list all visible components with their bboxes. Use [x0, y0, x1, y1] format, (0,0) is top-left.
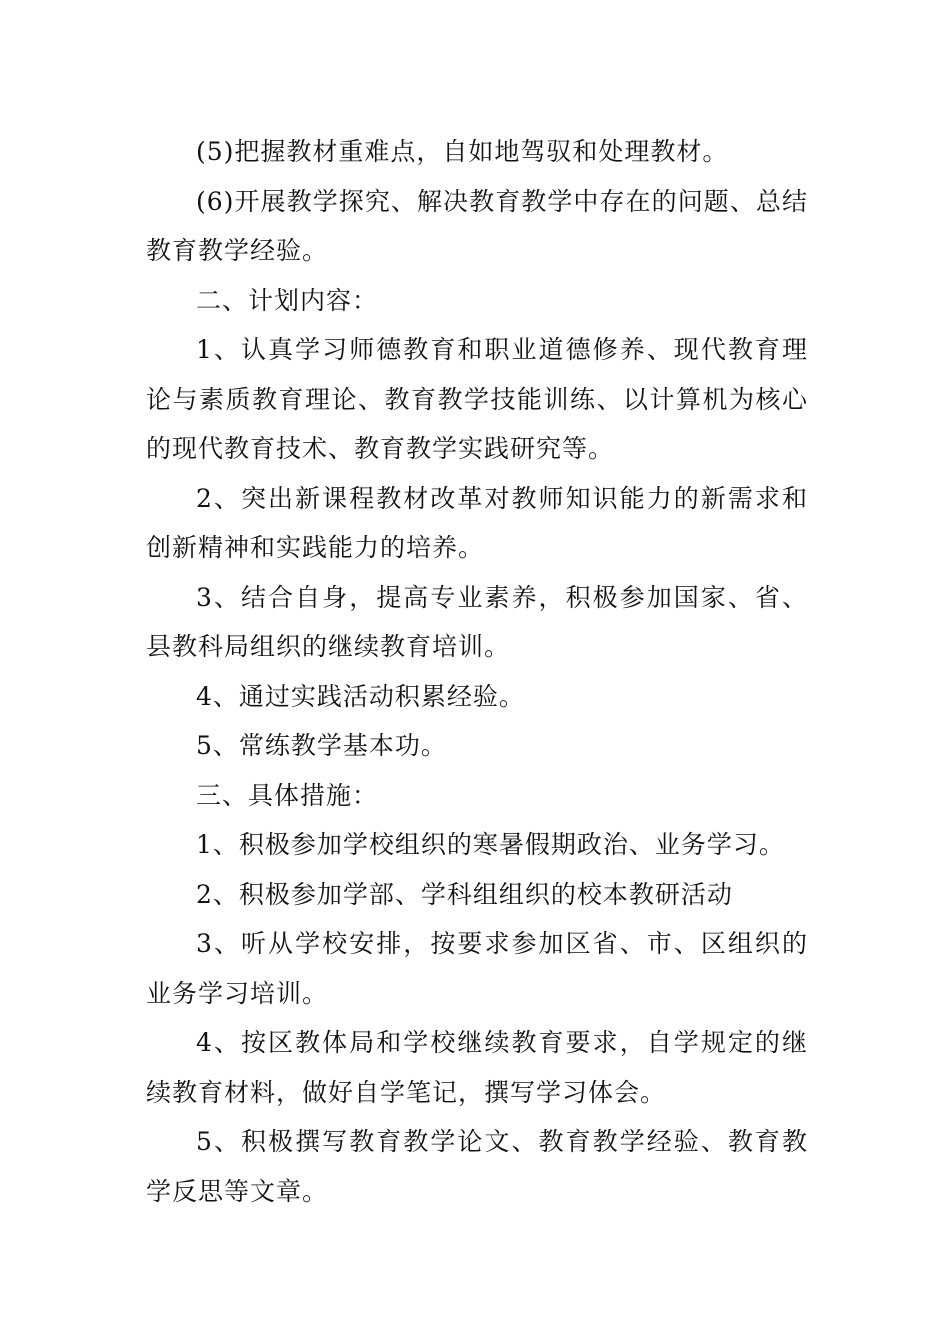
plan-item-4: 4、通过实践活动积累经验。 [196, 681, 525, 711]
section-heading-measures: 三、具体措施： [196, 780, 379, 810]
measure-item-3: 3、听从学校安排，按要求参加区省、市、区组织的业务学习培训。 [146, 929, 808, 1008]
plan-item-3: 3、结合自身，提高专业素养，积极参加国家、省、县教科局组织的继续教育培训。 [146, 582, 808, 661]
paragraph-item-6: (6)开展教学探究、解决教育教学中存在的问题、总结教育教学经验。 [146, 186, 808, 265]
measure-item-5: 5、积极撰写教育教学论文、教育教学经验、教育教学反思等文章。 [146, 1127, 808, 1206]
plan-item-2: 2、突出新课程教材改革对教师知识能力的新需求和创新精神和实践能力的培养。 [146, 483, 808, 562]
plan-item-5: 5、常练教学基本功。 [196, 731, 447, 760]
measure-item-2: 2、积极参加学部、学科组组织的校本教研活动 [196, 879, 733, 909]
section-heading-plan-content: 二、计划内容： [196, 285, 379, 315]
measure-item-4: 4、按区教体局和学校继续教育要求，自学规定的继续教育材料，做好自学笔记，撰写学习体会。 [146, 1028, 808, 1107]
measure-item-1: 1、积极参加学校组织的寒暑假期政治、业务学习。 [196, 830, 785, 859]
document-body [146, 127, 808, 1216]
paragraph-item-5: (5)把握教材重难点，自如地驾驭和处理教材。 [196, 137, 729, 166]
plan-item-1: 1、认真学习师德教育和职业道德修养、现代教育理论与素质教育理论、教育教学技能训练、以计算机为核心的现代教育技术、教育教学实践研究等。 [146, 335, 808, 463]
